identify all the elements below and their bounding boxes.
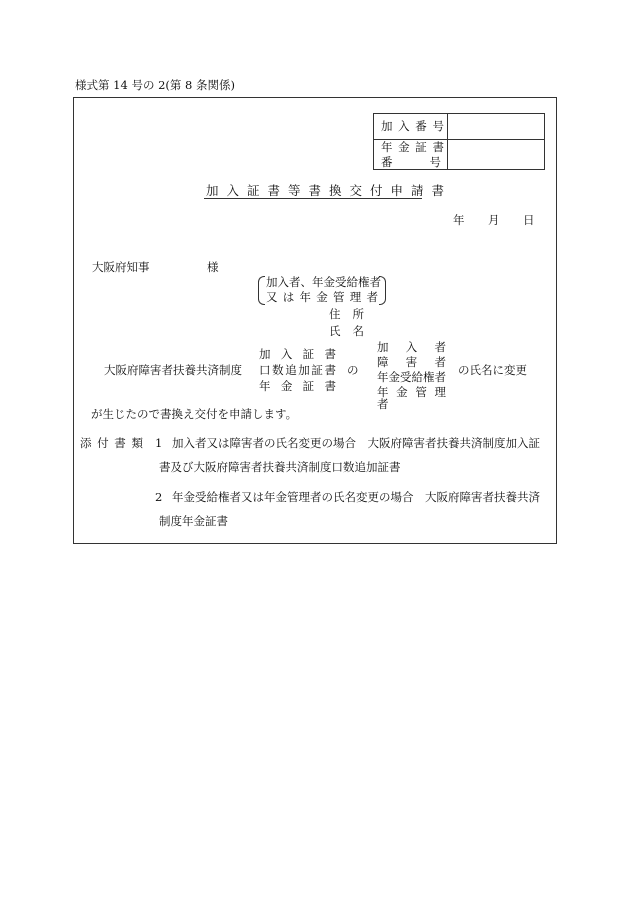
form-number: 様式第 14 号の 2(第 8 条関係) [75, 78, 236, 92]
pension-number-label-line1: 年 金 証 書 [381, 140, 445, 154]
date-month-label: 月 [488, 213, 500, 227]
system-name: 大阪府障害者扶養共済制度 [104, 363, 242, 377]
particle-no: の [347, 363, 359, 377]
attachment-1-line1: 加入者又は障害者の氏名変更の場合 大阪府障害者扶養共済制度加入証 [172, 436, 540, 450]
address-label: 住 所 [329, 307, 364, 321]
addressee-name: 大阪府知事 [92, 260, 150, 274]
addressee-honorific: 様 [207, 260, 219, 274]
member-number-label: 加 入 番 号 [381, 119, 445, 133]
id-table [373, 113, 545, 170]
cert-option-additional-units: 口数追加証書 [259, 363, 336, 377]
applicant-type-line2: 又は年金管理者 [266, 290, 378, 304]
cert-option-pension: 年 金 証 書 [259, 379, 336, 393]
person-option-pension-recipient: 年金受給権者 [377, 370, 446, 384]
date-day-label: 日 [523, 213, 535, 227]
title-underline [204, 198, 422, 199]
applicant-type-line1: 加入者、年金受給権者 [266, 275, 381, 289]
date-year-label: 年 [453, 213, 465, 227]
cert-option-membership: 加 入 証 書 [259, 347, 336, 361]
person-option-disabled: 障 害 者 [377, 355, 446, 369]
applicant-type-open-bracket [258, 276, 265, 305]
attachment-1-number: 1 [155, 436, 163, 450]
attachment-2-line2: 制度年金証書 [159, 514, 228, 528]
attachment-2-number: 2 [155, 490, 163, 504]
person-option-pension-manager: 年 金 管 理 者 [377, 385, 446, 411]
closing-statement: が生じたので書換え交付を申請します。 [91, 407, 298, 421]
person-option-member: 加 入 者 [377, 340, 446, 354]
attachments-label: 添 付 書 類 [80, 436, 144, 450]
attachment-2-line1: 年金受給権者又は年金管理者の氏名変更の場合 大阪府障害者扶養共済 [172, 490, 540, 504]
attachment-1-line2: 書及び大阪府障害者扶養共済制度口数追加証書 [159, 460, 401, 474]
form-title: 加入証書等書換交付申請書 [206, 183, 453, 198]
name-change-suffix: の氏名に変更 [458, 363, 527, 377]
name-label: 氏 名 [329, 324, 364, 338]
pension-number-label-line2: 番 号 [381, 155, 441, 169]
